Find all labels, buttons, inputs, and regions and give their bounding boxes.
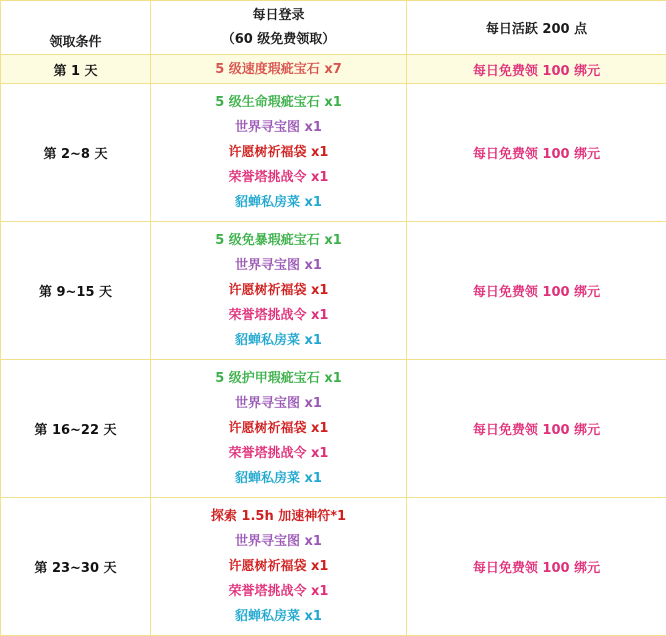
active-bonus: 每日免费领 100 绑元	[407, 55, 666, 84]
reward-row	[1, 498, 666, 636]
day-label: 第 16~22 天	[1, 360, 151, 498]
day-label: 第 2~8 天	[1, 84, 151, 222]
day-label: 第 23~30 天	[1, 498, 151, 636]
reward-item: 许愿树祈福袋 x1	[151, 416, 406, 441]
reward-item: 荣誉塔挑战令 x1	[151, 441, 406, 466]
login-rewards-cell	[151, 360, 407, 498]
reward-item: 世界寻宝图 x1	[151, 529, 406, 554]
reward-item: 貂蝉私房菜 x1	[151, 328, 406, 353]
reward-item: 许愿树祈福袋 x1	[151, 140, 406, 165]
active-bonus: 每日免费领 100 绑元	[407, 498, 666, 636]
reward-item: 探索 1.5h 加速神符*1	[151, 504, 406, 529]
active-bonus: 每日免费领 100 绑元	[407, 84, 666, 222]
login-rewards-cell	[151, 55, 407, 84]
reward-item: 世界寻宝图 x1	[151, 391, 406, 416]
reward-item: 5 级免暴瑕疵宝石 x1	[151, 228, 406, 253]
reward-item: 5 级护甲瑕疵宝石 x1	[151, 366, 406, 391]
header-login	[151, 1, 407, 55]
reward-item: 世界寻宝图 x1	[151, 253, 406, 278]
reward-item: 世界寻宝图 x1	[151, 115, 406, 140]
reward-item: 许愿树祈福袋 x1	[151, 278, 406, 303]
reward-row	[1, 360, 666, 498]
reward-item: 荣誉塔挑战令 x1	[151, 303, 406, 328]
reward-row	[1, 84, 666, 222]
active-bonus: 每日免费领 100 绑元	[407, 360, 666, 498]
reward-item: 荣誉塔挑战令 x1	[151, 579, 406, 604]
reward-item: 5 级速度瑕疵宝石 x7	[151, 57, 406, 82]
reward-item: 貂蝉私房菜 x1	[151, 604, 406, 629]
reward-item: 许愿树祈福袋 x1	[151, 554, 406, 579]
day-label: 第 1 天	[1, 55, 151, 84]
reward-row	[1, 55, 666, 84]
header-row	[1, 1, 666, 55]
header-login-subtitle: （60 级免费领取）	[151, 28, 406, 52]
reward-row	[1, 222, 666, 360]
login-rewards-cell	[151, 222, 407, 360]
header-login-title: 每日登录	[151, 4, 406, 28]
header-condition: 领取条件	[1, 1, 151, 55]
reward-item: 貂蝉私房菜 x1	[151, 190, 406, 215]
header-active: 每日活跃 200 点	[407, 1, 666, 55]
login-rewards-cell	[151, 498, 407, 636]
login-rewards-cell	[151, 84, 407, 222]
reward-item: 荣誉塔挑战令 x1	[151, 165, 406, 190]
reward-item: 5 级生命瑕疵宝石 x1	[151, 90, 406, 115]
reward-item: 貂蝉私房菜 x1	[151, 466, 406, 491]
day-label: 第 9~15 天	[1, 222, 151, 360]
active-bonus: 每日免费领 100 绑元	[407, 222, 666, 360]
